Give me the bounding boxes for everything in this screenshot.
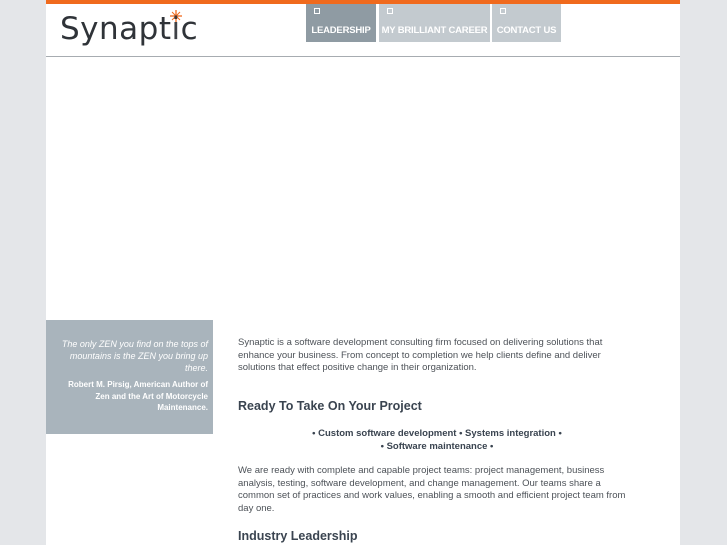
section-heading-project: Ready To Take On Your Project	[238, 399, 422, 413]
square-outline-icon	[500, 8, 506, 14]
quote-author: Robert M. Pirsig, American Author of Zen and the Art of Motorcycle Maintenance.	[68, 380, 208, 412]
teams-paragraph: We are ready with complete and capable project teams: project management, business analysis, testing, software development, and change management. Our teams share a common set of practices and work values, enabling a smooth and efficient project team from day one.	[238, 465, 626, 514]
intro-paragraph: Synaptic is a software development consulting firm focused on delivering solutions that enhance your business. From concept to completion we help clients define and deliver solutions that effect positive change in their organization.	[238, 337, 603, 373]
services-line-2: • Software maintenance •	[380, 440, 494, 452]
section-heading-leadership: Industry Leadership	[238, 529, 358, 543]
synaptic-logo[interactable]	[60, 11, 198, 47]
quote-box	[46, 320, 213, 434]
main-content	[238, 337, 636, 543]
header-divider	[46, 56, 680, 57]
logo-i-glyph: i	[171, 11, 181, 47]
logo-i	[172, 11, 181, 47]
quote-text: The only ZEN you find on the tops of mountains is the ZEN you bring up there.	[61, 339, 208, 373]
logo-text-start: Synapt	[60, 11, 172, 47]
square-outline-icon	[314, 8, 320, 14]
nav-contact-us[interactable]	[492, 4, 561, 42]
services-list	[238, 428, 636, 453]
logo-text-end: c	[180, 11, 199, 47]
services-line-1: • Custom software development • Systems integration •	[312, 428, 562, 439]
nav-my-brilliant-career[interactable]	[379, 4, 490, 42]
page-container	[46, 0, 680, 545]
nav-leadership[interactable]	[306, 4, 376, 42]
square-outline-icon	[387, 8, 393, 14]
nav-leadership-label: LEADERSHIP	[311, 25, 371, 36]
nav-contact-label: CONTACT US	[496, 25, 557, 36]
nav-career-label: MY BRILLIANT CAREER	[381, 25, 488, 36]
